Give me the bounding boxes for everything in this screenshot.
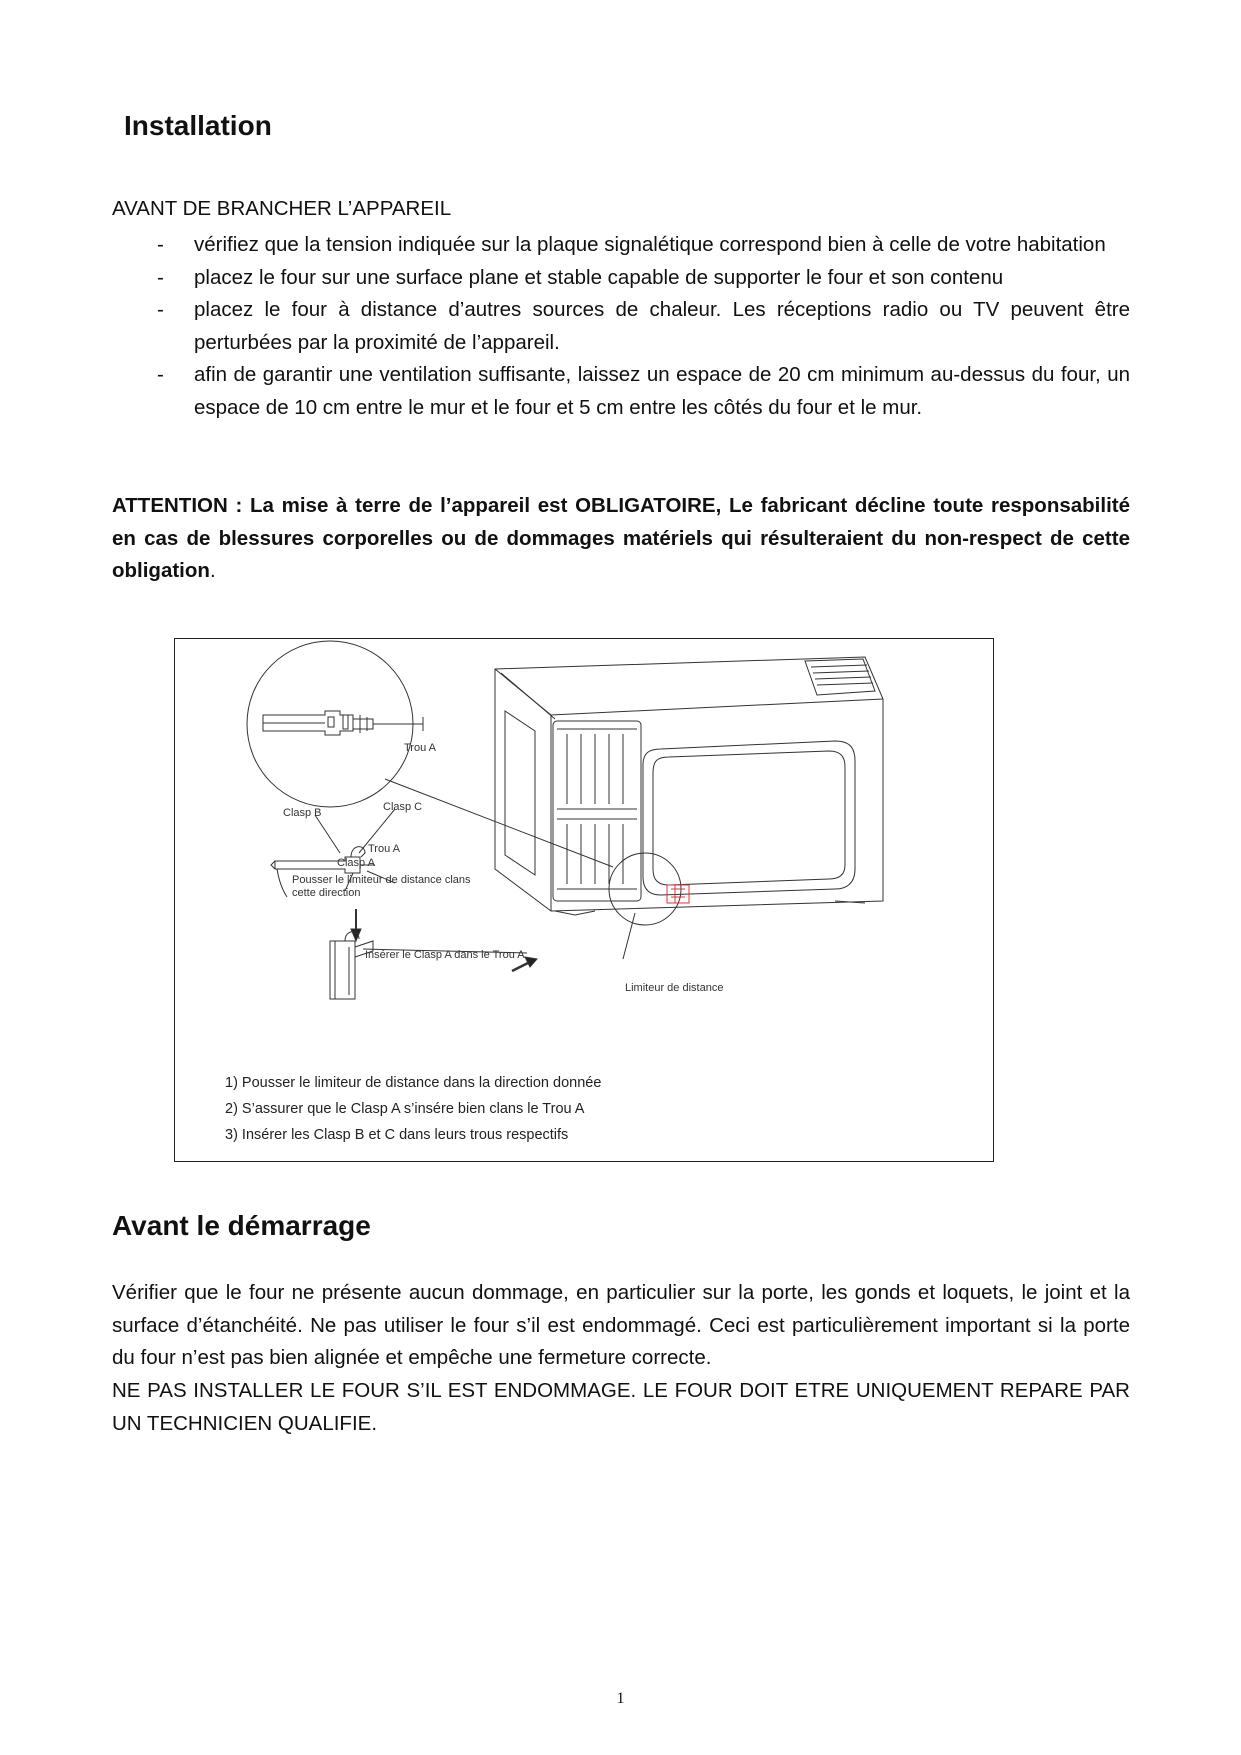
bullet-marker: -	[157, 363, 164, 387]
limiter-part	[330, 932, 527, 999]
attention-notice: ATTENTION : La mise à terre de l’appareil est OBLIGATOIRE, Le fabricant décline toute responsabilité en cas de blessures corporelles ou de dommages matériels qui résulteraient du non-respect de cette obligation.	[112, 494, 1130, 583]
bullet-marker: -	[157, 265, 164, 289]
label-trou-a: Trou A	[368, 843, 400, 855]
installation-bullets	[112, 229, 1130, 425]
insert-arrow	[512, 962, 530, 971]
oven-illustration	[495, 657, 883, 959]
bullet-marker: -	[157, 233, 164, 256]
zoom-detail	[263, 711, 423, 735]
installation-diagram	[174, 638, 994, 1162]
bullet-marker: -	[157, 298, 164, 322]
label-clasp-a: Clasp A	[337, 857, 375, 869]
label-clasp-c: Clasp C	[383, 801, 423, 813]
installation-intro: AVANT DE BRANCHER L’APPAREIL	[112, 197, 452, 220]
list-item: 2) S’assurer que le Clasp A s’insére bien clans le Trou A	[225, 1101, 585, 1117]
label-limiteur: Limiteur de distance	[625, 982, 724, 994]
list-item: - afin de garantir une ventilation suffisante, laissez un espace de 20 cm minimum au-dessus du four, un espace de 10 cm entre le mur et le four et 5 cm entre les côtés du four et le mur.	[112, 359, 1130, 424]
page-number: 1	[616, 1690, 625, 1707]
list-item: 3) Insérer les Clasp B et C dans leurs trous respectifs	[225, 1127, 569, 1143]
diagram-steps	[225, 1070, 601, 1148]
avant-demarrage-title: Avant le démarrage	[112, 1210, 371, 1241]
avant-demarrage-warning: NE PAS INSTALLER LE FOUR S’IL EST ENDOMMAGE. LE FOUR DOIT ETRE UNIQUEMENT REPARE PAR UN TECHNICIEN QUALIFIE.	[112, 1379, 1130, 1435]
leader-line	[385, 779, 613, 867]
label-insert-hint: Insérer le Clasp A dans le Trou A	[365, 949, 525, 961]
list-item: - placez le four sur une surface plane et stable capable de supporter le four et son contenu	[112, 262, 1130, 295]
list-item: - placez le four à distance d’autres sources de chaleur. Les réceptions radio ou TV peuvent être perturbées par la proximité de l’appareil.	[112, 294, 1130, 359]
label-trou-a-zoom: Trou A	[404, 742, 436, 754]
installation-title: Installation	[124, 110, 272, 141]
list-item: 1) Pousser le limiteur de distance dans la direction donnée	[225, 1075, 602, 1091]
label-push-hint: Pousser le limiteur de distance clans cette direction	[292, 874, 471, 899]
avant-demarrage-body: Vérifier que le four ne présente aucun dommage, en particulier sur la porte, les gonds et loquets, le joint et la surface d’étanchéité. Ne pas utiliser le four s’il est endommagé. Ceci est particulièrement important si la porte du four n’est pas bien alignée et empêche une fermeture correcte.	[112, 1281, 1130, 1370]
list-item: - vérifiez que la tension indiquée sur la plaque signalétique correspond bien à celle de votre habitation	[112, 229, 1130, 262]
label-clasp-b: Clasp B	[283, 807, 322, 819]
